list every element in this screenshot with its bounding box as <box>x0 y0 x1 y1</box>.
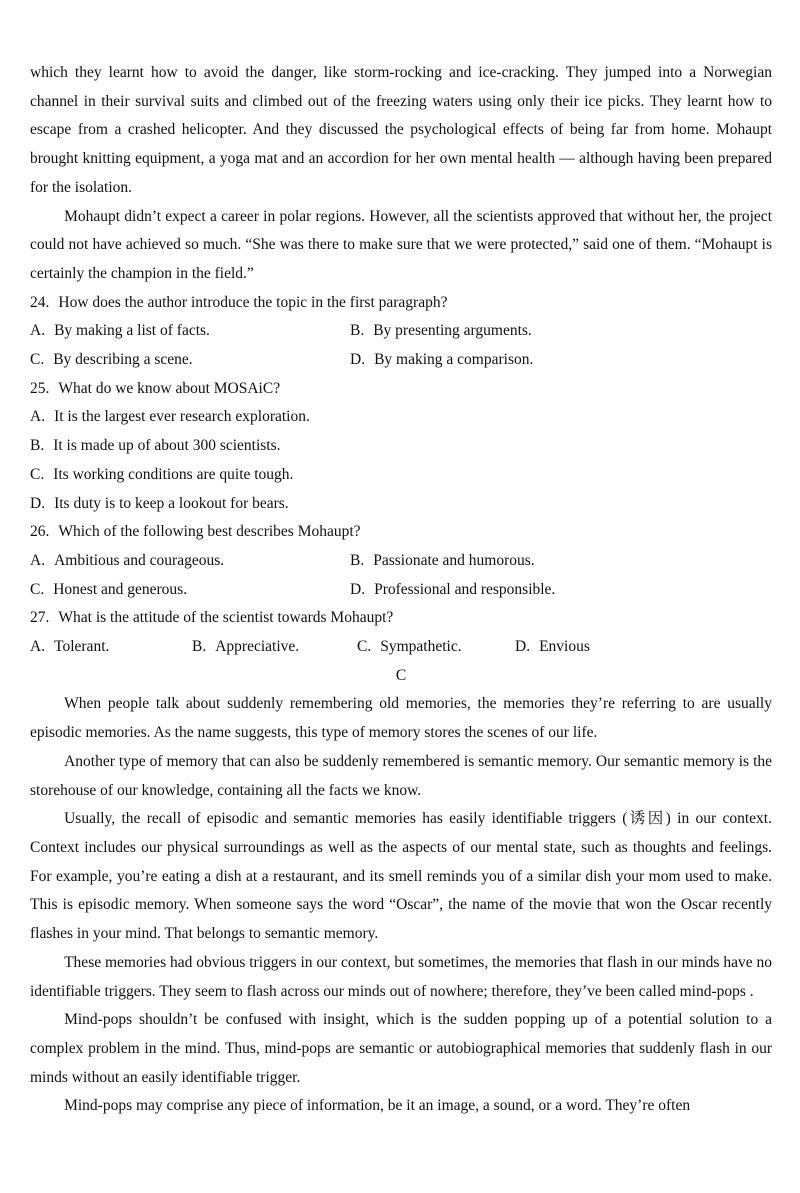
option-c-text: Sympathetic. <box>380 638 462 656</box>
option-d-label: D. <box>30 494 46 512</box>
question-24-option-a <box>30 317 350 346</box>
option-d-text: Envious <box>539 638 590 656</box>
option-a-text: It is the largest ever research exploration. <box>54 408 310 426</box>
question-25-option-a <box>30 403 772 432</box>
option-c-text: Its working conditions are quite tough. <box>53 465 294 483</box>
passage-c-paragraph-2: Another type of memory that can also be suddenly remembered is semantic memory. Our semantic memory is the storehouse of our knowledge, containing all the facts we know. <box>30 752 772 799</box>
option-d-label: D. <box>350 351 366 369</box>
question-27 <box>30 604 772 661</box>
question-24-number: 24. <box>30 293 50 311</box>
passage-b-continuation-paragraph: which they learnt how to avoid the danger, like storm-rocking and ice-cracking. They jumped into a Norwegian channel in their survival suits and climbed out of the freezing waters using only their ice picks. They learnt how to escape from a crashed helicopter. And they discussed the psychological effects of being far from home. Mohaupt brought knitting equipment, a yoga mat and an accordion for her own mental health — although having been prepared for the isolation. <box>30 64 772 196</box>
option-d-label: D. <box>350 580 366 598</box>
option-a-text: By making a list of facts. <box>54 322 210 340</box>
option-c-label: C. <box>30 351 45 369</box>
question-26-stem <box>30 518 772 547</box>
question-27-text: What is the attitude of the scientist towards Mohaupt? <box>58 609 394 627</box>
option-b-text: By presenting arguments. <box>373 322 532 340</box>
document-content <box>30 59 772 1121</box>
question-27-number: 27. <box>30 609 50 627</box>
option-d-label: D. <box>515 638 531 656</box>
option-a-text: Ambitious and courageous. <box>54 551 225 569</box>
option-b-text: Passionate and humorous. <box>373 551 535 569</box>
question-24-options-row-1 <box>30 317 772 346</box>
question-25-number: 25. <box>30 379 50 397</box>
question-27-option-a <box>30 633 192 662</box>
option-c-label: C. <box>30 580 45 598</box>
option-d-text: By making a comparison. <box>374 351 534 369</box>
question-25 <box>30 375 772 519</box>
question-26-number: 26. <box>30 523 50 541</box>
question-27-option-d <box>515 633 590 662</box>
question-25-text: What do we know about MOSAiC? <box>58 379 281 397</box>
option-a-label: A. <box>30 322 46 340</box>
option-a-label: A. <box>30 551 46 569</box>
option-b-label: B. <box>350 322 365 340</box>
question-25-option-d <box>30 490 772 519</box>
question-27-option-b <box>192 633 357 662</box>
passage-c-paragraph-5: Mind-pops shouldn’t be confused with insight, which is the sudden popping up of a potential solution to a complex problem in the mind. Thus, mind-pops are semantic or autobiographical memories that suddenly flash in our minds without an easily identifiable trigger. <box>30 1011 772 1086</box>
option-b-text: It is made up of about 300 scientists. <box>53 437 281 455</box>
option-d-text: Professional and responsible. <box>374 580 556 598</box>
question-24-options-row-2 <box>30 346 772 375</box>
question-24-option-b <box>350 317 532 346</box>
question-25-option-c <box>30 461 772 490</box>
question-26-option-c <box>30 576 350 605</box>
option-b-label: B. <box>192 638 207 656</box>
question-24 <box>30 289 772 375</box>
question-26-option-b <box>350 547 535 576</box>
passage-c-paragraph-4: These memories had obvious triggers in our context, but sometimes, the memories that flash in our minds have no identifiable triggers. They seem to flash across our minds out of nowhere; therefore, they’ve been called mind-pops . <box>30 953 772 1000</box>
section-c-heading: C <box>395 666 407 684</box>
question-24-option-c <box>30 346 350 375</box>
option-a-label: A. <box>30 638 46 656</box>
question-26-text: Which of the following best describes Mohaupt? <box>58 523 361 541</box>
question-24-option-d <box>350 346 533 375</box>
question-24-text: How does the author introduce the topic in the first paragraph? <box>58 293 448 311</box>
option-d-text: Its duty is to keep a lookout for bears. <box>54 494 289 512</box>
passage-c-paragraph-6: Mind-pops may comprise any piece of information, be it an image, a sound, or a word. They’re often <box>64 1097 691 1115</box>
option-c-text: Honest and generous. <box>53 580 188 598</box>
option-a-text: Tolerant. <box>54 638 110 656</box>
question-25-stem <box>30 375 772 404</box>
option-a-label: A. <box>30 408 46 426</box>
question-25-option-b <box>30 432 772 461</box>
question-27-stem <box>30 604 772 633</box>
question-26-options-row-2 <box>30 576 772 605</box>
question-27-option-c <box>357 633 515 662</box>
question-26-option-a <box>30 547 350 576</box>
question-26 <box>30 518 772 604</box>
question-26-options-row-1 <box>30 547 772 576</box>
option-c-label: C. <box>357 638 372 656</box>
question-26-option-d <box>350 576 555 605</box>
option-c-label: C. <box>30 465 45 483</box>
passage-b-paragraph-2: Mohaupt didn’t expect a career in polar regions. However, all the scientists approved that without her, the project could not have achieved so much. “She was there to make sure that we were protected,” said one of them. “Mohaupt is certainly the champion in the field.” <box>30 207 772 282</box>
option-b-label: B. <box>30 437 45 455</box>
option-c-text: By describing a scene. <box>53 351 193 369</box>
question-27-options-row <box>30 633 772 662</box>
passage-c-paragraph-1: When people talk about suddenly remembering old memories, the memories they’re referring to are usually episodic memories. As the name suggests, this type of memory stores the scenes of our life. <box>30 695 772 742</box>
passage-c-paragraph-3: Usually, the recall of episodic and semantic memories has easily identifiable triggers (诱因) in our context. Context includes our physical surroundings as well as the aspects of our mental state, such as thoughts and feelings. For example, you’re eating a dish at a restaurant, and its smell reminds you of a similar dish your mom used to make. This is episodic memory. When someone says the word “Oscar”, the name of the movie that won the Oscar recently flashes in your mind. That belongs to semantic memory. <box>30 810 772 943</box>
option-b-text: Appreciative. <box>215 638 300 656</box>
option-b-label: B. <box>350 551 365 569</box>
question-24-stem <box>30 289 772 318</box>
